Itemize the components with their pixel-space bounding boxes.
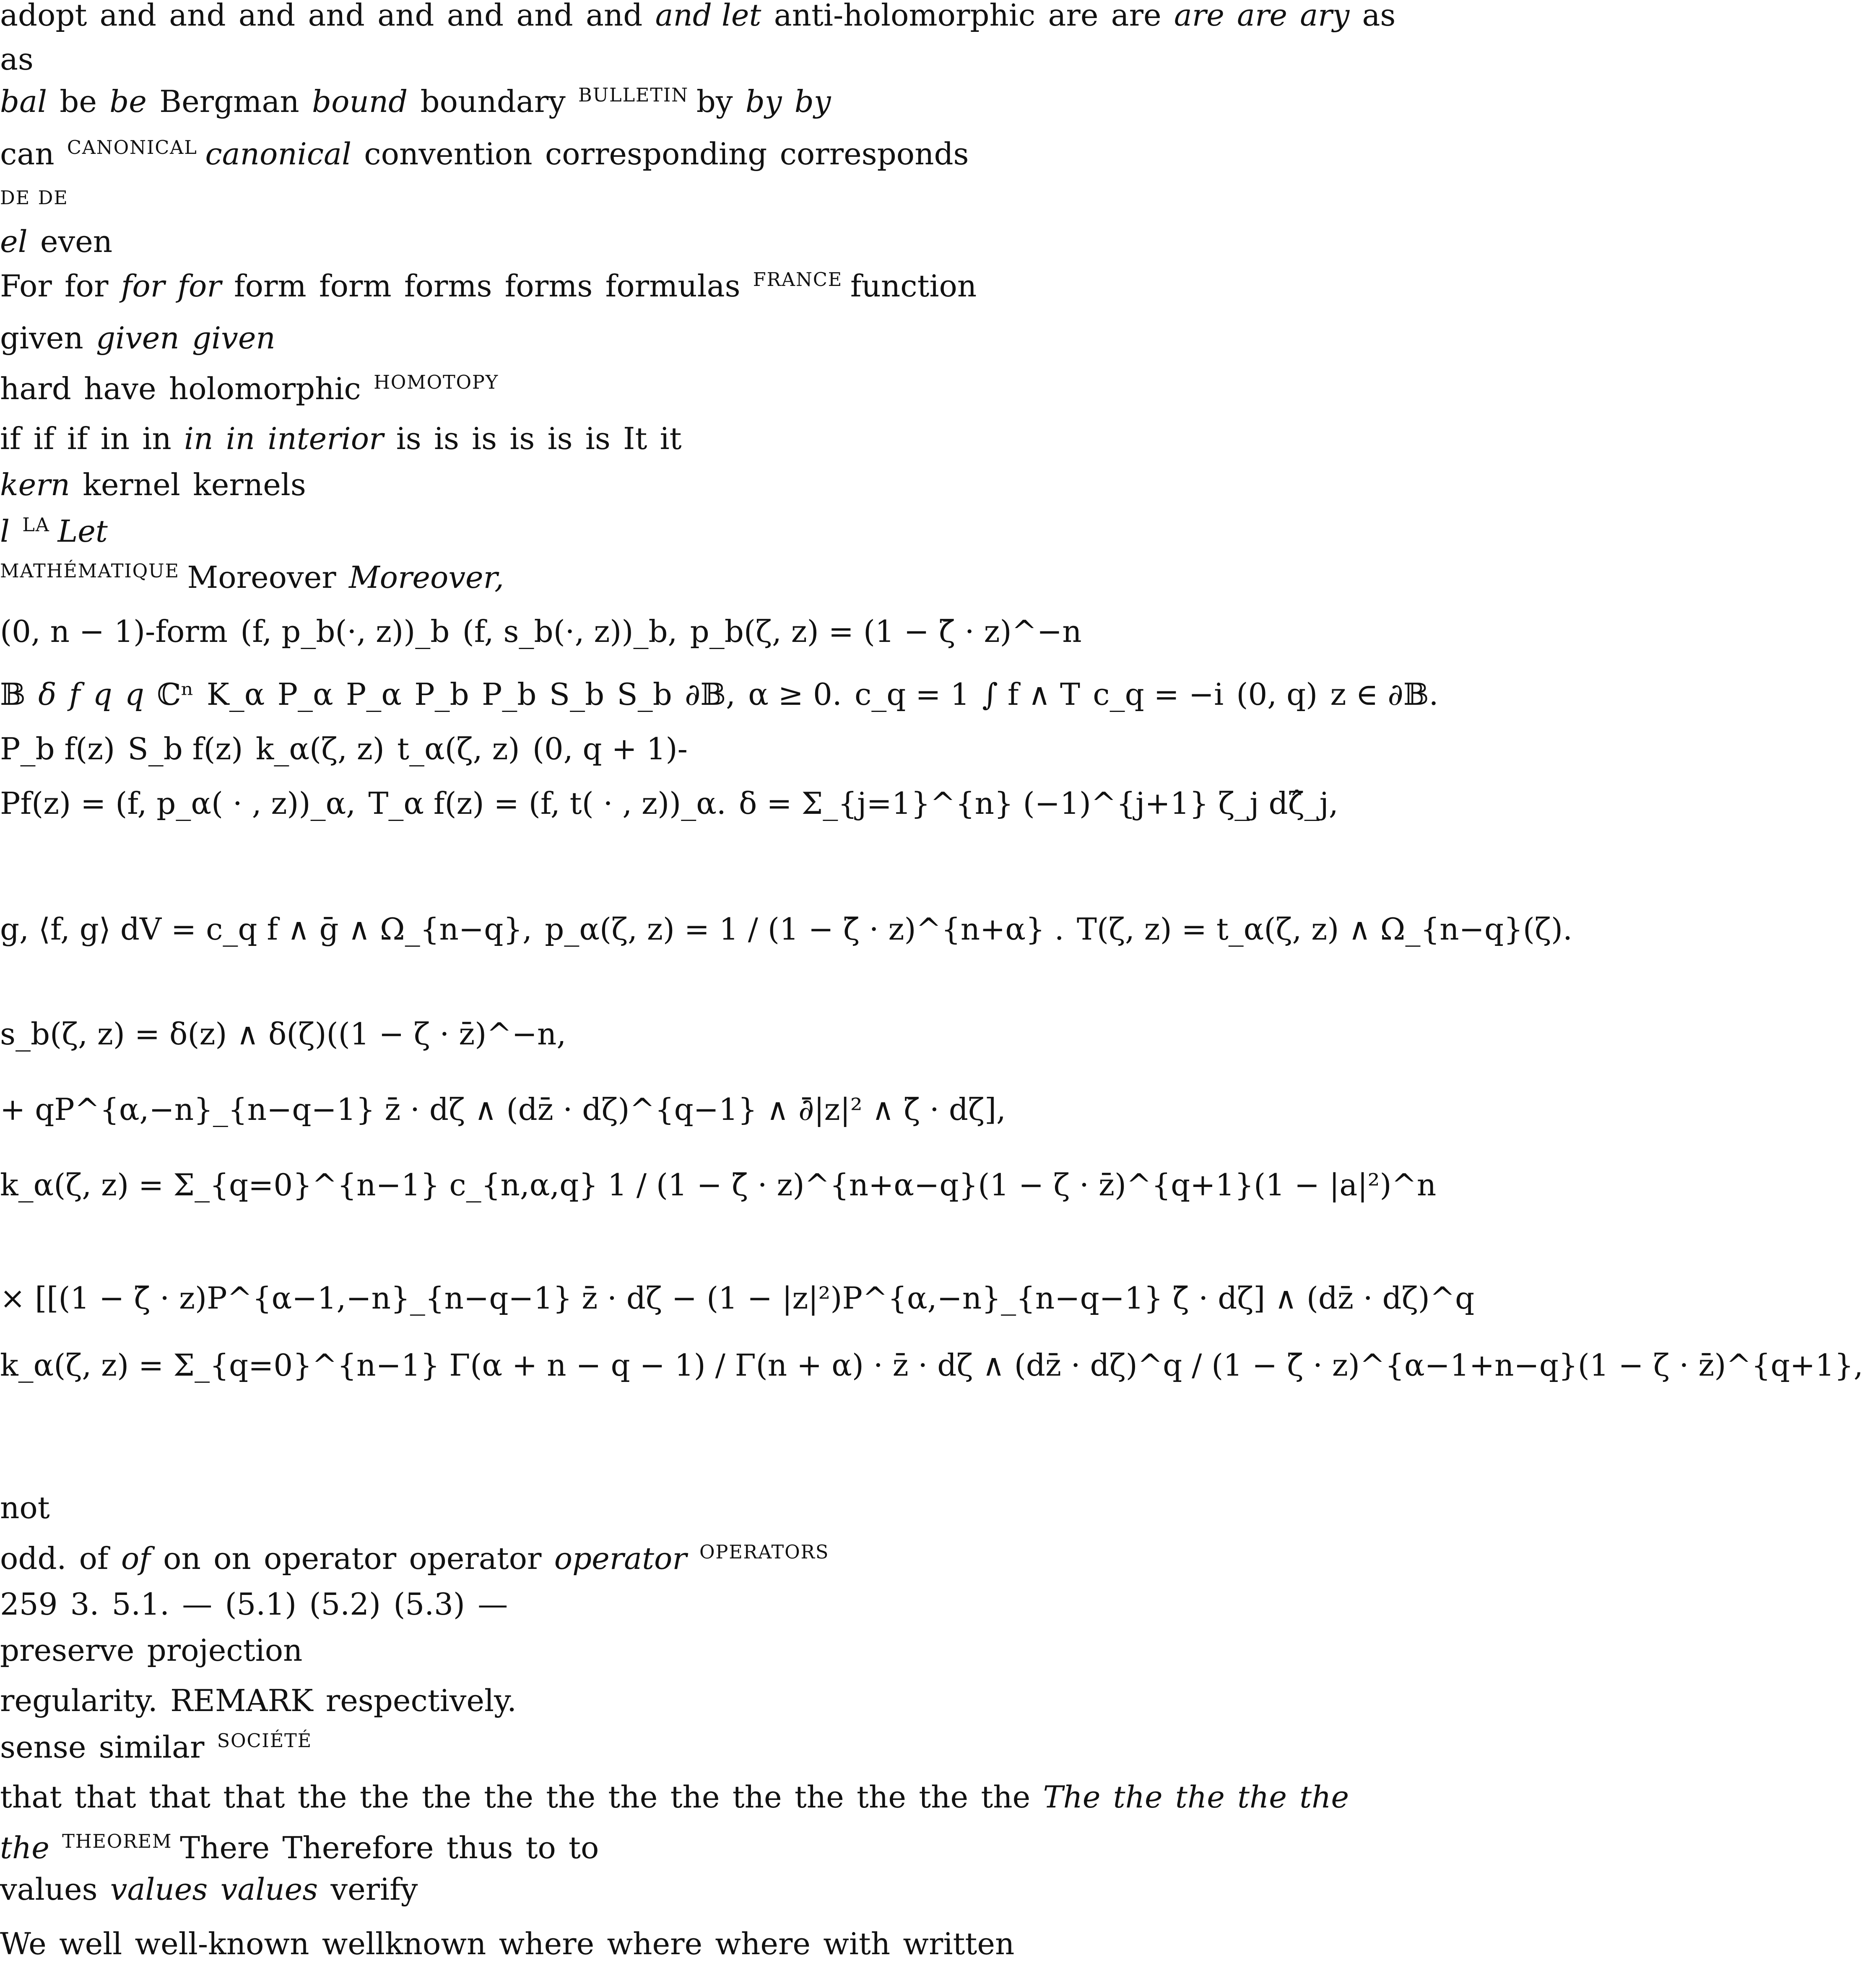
text-line bbox=[0, 1092, 1019, 1127]
word-token: For bbox=[0, 268, 52, 304]
word-token: canonical bbox=[205, 136, 352, 171]
word-token: well bbox=[59, 1926, 122, 1961]
word-token: convention bbox=[364, 136, 533, 171]
word-token: — bbox=[182, 1587, 213, 1622]
text-line bbox=[0, 1348, 1876, 1383]
word-token: regularity. bbox=[0, 1683, 158, 1718]
word-token: — bbox=[478, 1587, 508, 1622]
word-token: THEOREM bbox=[62, 1831, 172, 1852]
word-token: 3. bbox=[70, 1587, 99, 1622]
word-token: be bbox=[109, 83, 147, 119]
word-token: is bbox=[585, 421, 611, 456]
word-token: by bbox=[745, 83, 782, 119]
word-token: f bbox=[69, 677, 81, 712]
text-line bbox=[0, 83, 844, 119]
text-line bbox=[0, 559, 517, 595]
word-token: on bbox=[213, 1540, 251, 1576]
word-token: where bbox=[715, 1926, 811, 1961]
word-token: formulas bbox=[605, 268, 741, 304]
word-token: Moreover bbox=[187, 559, 336, 595]
word-token: are bbox=[1237, 0, 1287, 33]
word-token: and bbox=[516, 0, 573, 33]
formula-fragment: P_α bbox=[277, 677, 333, 712]
word-token: given bbox=[192, 320, 275, 356]
word-token: bound bbox=[312, 83, 408, 119]
word-token: DE bbox=[38, 187, 68, 209]
word-token: for bbox=[65, 268, 109, 304]
word-token: el bbox=[0, 224, 28, 259]
word-token: the bbox=[919, 1779, 969, 1815]
word-token: it bbox=[660, 421, 682, 456]
word-token: that bbox=[148, 1779, 210, 1815]
word-token: (5.3) bbox=[393, 1587, 465, 1622]
word-token: forms bbox=[404, 268, 492, 304]
word-token: in bbox=[142, 421, 171, 456]
word-token: 5.1. bbox=[112, 1587, 169, 1622]
text-line bbox=[0, 1872, 431, 1907]
word-token: bal bbox=[0, 83, 47, 119]
word-token: if bbox=[33, 421, 55, 456]
word-token: are bbox=[1048, 0, 1099, 33]
formula-fragment: P_b bbox=[414, 677, 469, 712]
word-token: are bbox=[1111, 0, 1161, 33]
word-token: function bbox=[850, 268, 977, 304]
word-token: kernel bbox=[83, 467, 180, 502]
word-token: and bbox=[377, 0, 434, 33]
word-token: kern bbox=[0, 467, 70, 502]
word-token: q bbox=[93, 677, 112, 712]
formula-fragment: p_α(ζ, z) = 1 / (1 − ζ̄ · z)^{n+α} . bbox=[545, 911, 1064, 947]
formula-fragment: (f, p_b(·, z))_b bbox=[240, 614, 450, 649]
formula-fragment: P_b bbox=[481, 677, 537, 712]
word-token: as bbox=[1362, 0, 1396, 33]
text-line bbox=[0, 226, 125, 257]
word-token: the bbox=[794, 1779, 844, 1815]
text-line bbox=[0, 1633, 315, 1668]
word-token: is bbox=[509, 421, 535, 456]
word-token: corresponding bbox=[545, 136, 767, 171]
word-token: values bbox=[220, 1872, 318, 1907]
word-token: the bbox=[297, 1779, 347, 1815]
word-token: with bbox=[823, 1926, 891, 1961]
word-token: operator bbox=[409, 1540, 542, 1576]
formula-fragment: (f, s_b(·, z))_b, bbox=[462, 614, 678, 649]
word-token: in bbox=[226, 421, 255, 456]
word-token: Let bbox=[57, 513, 108, 549]
text-line bbox=[0, 786, 1351, 821]
text-line bbox=[0, 1685, 529, 1716]
text-line bbox=[0, 1832, 612, 1863]
text-line bbox=[0, 1016, 579, 1052]
word-token: holomorphic bbox=[169, 371, 361, 406]
word-token: α ≥ 0. bbox=[748, 677, 842, 712]
word-token: values bbox=[0, 1872, 98, 1907]
formula-fragment: P_α bbox=[346, 677, 402, 712]
text-line bbox=[0, 373, 507, 404]
formula-fragment: k_α(ζ, z) = Σ_{q=0}^{n−1} Γ(α + n − q − 1) / Γ(n + α) · z̄ · dζ ∧ (dz̄ · dζ)^q / (1 − ζ̄ · z)^{α−1+n−q}(1 − ζ · z̄)^{q+1}, bbox=[0, 1348, 1863, 1383]
word-token: of bbox=[79, 1540, 109, 1576]
text-line bbox=[0, 513, 120, 549]
word-token: given bbox=[0, 320, 83, 356]
text-line bbox=[0, 1729, 320, 1765]
text-line bbox=[0, 616, 1094, 647]
text-line bbox=[0, 911, 1585, 947]
formula-fragment: S_b bbox=[617, 677, 672, 712]
word-token: 259 bbox=[0, 1587, 58, 1622]
text-line bbox=[0, 1587, 520, 1622]
text-line bbox=[0, 731, 700, 766]
word-token: Therefore bbox=[282, 1830, 434, 1865]
word-token: is bbox=[396, 421, 421, 456]
word-token: are bbox=[1174, 0, 1224, 33]
word-token: Moreover, bbox=[348, 559, 504, 595]
formula-fragment: (0, q) bbox=[1236, 677, 1318, 712]
word-token: Bergman bbox=[159, 83, 299, 119]
word-token: the bbox=[546, 1779, 596, 1815]
word-token: δ bbox=[38, 677, 57, 712]
word-token: verify bbox=[330, 1872, 418, 1907]
text-line bbox=[0, 1167, 1449, 1202]
word-token: written bbox=[903, 1926, 1015, 1961]
word-token: form bbox=[319, 268, 392, 304]
word-token: values bbox=[110, 1872, 208, 1907]
word-token: DE bbox=[0, 187, 30, 209]
word-token: and bbox=[169, 0, 226, 33]
text-line bbox=[0, 268, 989, 304]
word-token: anti-holomorphic bbox=[774, 0, 1036, 33]
word-token: FRANCE bbox=[753, 269, 843, 291]
formula-fragment: k_α(ζ, z) bbox=[255, 731, 385, 766]
formula-fragment: ∫ f ∧ T bbox=[982, 677, 1081, 712]
formula-fragment: c_q = −i bbox=[1093, 677, 1224, 712]
word-token: (5.2) bbox=[309, 1587, 381, 1622]
word-token: that bbox=[74, 1779, 136, 1815]
word-token: and bbox=[238, 0, 296, 33]
word-token: and bbox=[99, 0, 157, 33]
word-token: not bbox=[0, 1490, 50, 1525]
formula-fragment: z ∈ ∂𝔹. bbox=[1330, 677, 1439, 712]
formula-fragment: S_b f(z) bbox=[127, 731, 243, 766]
word-token: respectively. bbox=[325, 1683, 517, 1718]
word-token: We bbox=[0, 1926, 47, 1961]
word-token: (5.1) bbox=[225, 1587, 297, 1622]
formula-fragment: + qP^{α,−n}_{n−q−1} z̄ · dζ ∧ (dz̄ · dζ)^{q−1} ∧ ∂̄|z|² ∧ ζ̄ · dζ], bbox=[0, 1092, 1006, 1127]
word-token: by bbox=[696, 83, 733, 119]
formula-fragment: S_b bbox=[549, 677, 605, 712]
word-token: of bbox=[121, 1540, 151, 1576]
word-token: that bbox=[223, 1779, 285, 1815]
word-token: operator bbox=[554, 1540, 687, 1576]
word-token: HOMOTOPY bbox=[374, 371, 499, 393]
word-token: hard bbox=[0, 371, 71, 406]
word-token: corresponds bbox=[780, 136, 969, 171]
word-token: the bbox=[732, 1779, 782, 1815]
word-token: ary bbox=[1300, 0, 1350, 33]
formula-fragment: K_α bbox=[206, 677, 265, 712]
word-token: BULLETIN bbox=[578, 84, 689, 106]
text-line bbox=[0, 677, 1451, 712]
word-token: have bbox=[84, 371, 156, 406]
word-token: to bbox=[569, 1830, 599, 1865]
formula-fragment: T(ζ, z) = t_α(ζ, z) ∧ Ω_{n−q}(ζ). bbox=[1076, 911, 1572, 947]
word-token: There bbox=[180, 1830, 270, 1865]
word-token: kernels bbox=[193, 467, 306, 502]
word-token: the bbox=[1237, 1779, 1287, 1815]
text-line bbox=[0, 1926, 1027, 1961]
formula-fragment: T_α f(z) = (f, t( · , z))_α. bbox=[368, 786, 726, 821]
word-token: REMARK bbox=[170, 1683, 313, 1718]
formula-fragment: c_q = 1 bbox=[854, 677, 970, 712]
formula-fragment: δ = Σ_{j=1}^{n} (−1)^{j+1} ζ_j dζ̂_j, bbox=[739, 786, 1338, 821]
text-line bbox=[0, 467, 319, 502]
word-token: the bbox=[857, 1779, 906, 1815]
word-token: the bbox=[670, 1779, 720, 1815]
word-token: The bbox=[1043, 1779, 1101, 1815]
word-token: the bbox=[1113, 1779, 1163, 1815]
word-token: as bbox=[0, 42, 34, 77]
word-token: boundary bbox=[420, 83, 566, 119]
word-token: wellknown bbox=[322, 1926, 486, 1961]
word-token: MATHÉMATIQUE bbox=[0, 560, 179, 582]
word-token: if bbox=[0, 421, 21, 456]
word-token: sense bbox=[0, 1729, 86, 1765]
word-token: is bbox=[472, 421, 497, 456]
word-token: form bbox=[234, 268, 307, 304]
word-token: and bbox=[586, 0, 643, 33]
word-token: the bbox=[421, 1779, 471, 1815]
formula-fragment: k_α(ζ, z) = Σ_{q=0}^{n−1} c_{n,α,q} 1 / (1 − ζ̄ · z)^{n+α−q}(1 − ζ · z̄)^{q+1}(1 − |a|²)^n bbox=[0, 1167, 1437, 1202]
word-token: the bbox=[484, 1779, 534, 1815]
word-token: interior bbox=[268, 421, 384, 456]
word-token: similar bbox=[99, 1729, 205, 1765]
word-token: 𝔹 bbox=[0, 677, 26, 712]
word-token: is bbox=[434, 421, 459, 456]
word-token: if bbox=[67, 421, 88, 456]
word-token: well-known bbox=[135, 1926, 309, 1961]
text-line bbox=[0, 189, 76, 219]
word-token: odd. bbox=[0, 1540, 67, 1576]
word-token: for bbox=[177, 268, 221, 304]
word-token: It bbox=[623, 421, 647, 456]
word-token: in bbox=[100, 421, 130, 456]
word-token: OPERATORS bbox=[699, 1541, 829, 1563]
word-token: ℂⁿ bbox=[157, 677, 194, 712]
word-token: given bbox=[96, 320, 179, 356]
word-token: forms bbox=[504, 268, 593, 304]
word-token: the bbox=[1175, 1779, 1225, 1815]
word-token: be bbox=[60, 83, 97, 119]
word-token: and bbox=[308, 0, 365, 33]
word-token: and let bbox=[655, 0, 761, 33]
word-token: even bbox=[40, 224, 113, 259]
text-line bbox=[0, 423, 694, 454]
word-token: can bbox=[0, 136, 55, 171]
text-line bbox=[0, 1779, 1362, 1815]
text-line bbox=[0, 138, 982, 169]
word-token: where bbox=[499, 1926, 595, 1961]
word-token: CANONICAL bbox=[67, 137, 197, 158]
word-token: where bbox=[607, 1926, 703, 1961]
word-token: (0, n − 1)-form bbox=[0, 614, 228, 649]
word-token: LA bbox=[22, 514, 50, 536]
word-token: on bbox=[163, 1540, 201, 1576]
text-line bbox=[0, 1540, 837, 1576]
word-token: that bbox=[0, 1779, 62, 1815]
word-token: adopt bbox=[0, 0, 87, 33]
formula-fragment: p_b(ζ, z) = (1 − ζ̄ · z)^−n bbox=[690, 614, 1082, 649]
formula-fragment: Pf(z) = (f, p_α( · , z))_α, bbox=[0, 786, 356, 821]
text-line bbox=[0, 1280, 1487, 1316]
text-line bbox=[0, 0, 1408, 33]
word-token: ∂𝔹, bbox=[685, 677, 736, 712]
word-token: for bbox=[121, 268, 165, 304]
text-line bbox=[0, 320, 288, 356]
word-token: operator bbox=[264, 1540, 397, 1576]
word-token: by bbox=[794, 83, 831, 119]
word-token: the bbox=[0, 1830, 49, 1865]
formula-fragment: g, ⟨f, g⟩ dV = c_q f ∧ ḡ ∧ Ω_{n−q}, bbox=[0, 911, 533, 947]
word-token: preserve bbox=[0, 1633, 135, 1668]
text-line bbox=[0, 42, 46, 77]
word-token: SOCIÉTÉ bbox=[217, 1730, 312, 1752]
formula-fragment: × [[(1 − ζ̄ · z)P^{α−1,−n}_{n−q−1} z̄ · dζ − (1 − |z|²)P^{α,−n}_{n−q−1} ζ̄ · dζ] ∧ (dz̄ · dζ)^q bbox=[0, 1280, 1475, 1316]
word-token: to bbox=[525, 1830, 556, 1865]
word-token: in bbox=[184, 421, 213, 456]
word-token: l bbox=[0, 513, 10, 549]
formula-fragment: P_b f(z) bbox=[0, 731, 115, 766]
formula-fragment: t_α(ζ, z) bbox=[397, 731, 520, 766]
word-token: and bbox=[447, 0, 504, 33]
word-token: (0, q + 1)- bbox=[532, 731, 688, 766]
word-token: thus bbox=[446, 1830, 513, 1865]
word-token: is bbox=[547, 421, 573, 456]
formula-fragment: s_b(ζ, z) = δ(z) ∧ δ(ζ)((1 − ζ · z̄)^−n, bbox=[0, 1016, 566, 1052]
word-token: the bbox=[1299, 1779, 1349, 1815]
text-line bbox=[0, 1490, 62, 1525]
word-token: the bbox=[359, 1779, 409, 1815]
word-token: the bbox=[608, 1779, 658, 1815]
word-token: q bbox=[125, 677, 144, 712]
word-token: the bbox=[981, 1779, 1031, 1815]
word-token: projection bbox=[147, 1633, 303, 1668]
